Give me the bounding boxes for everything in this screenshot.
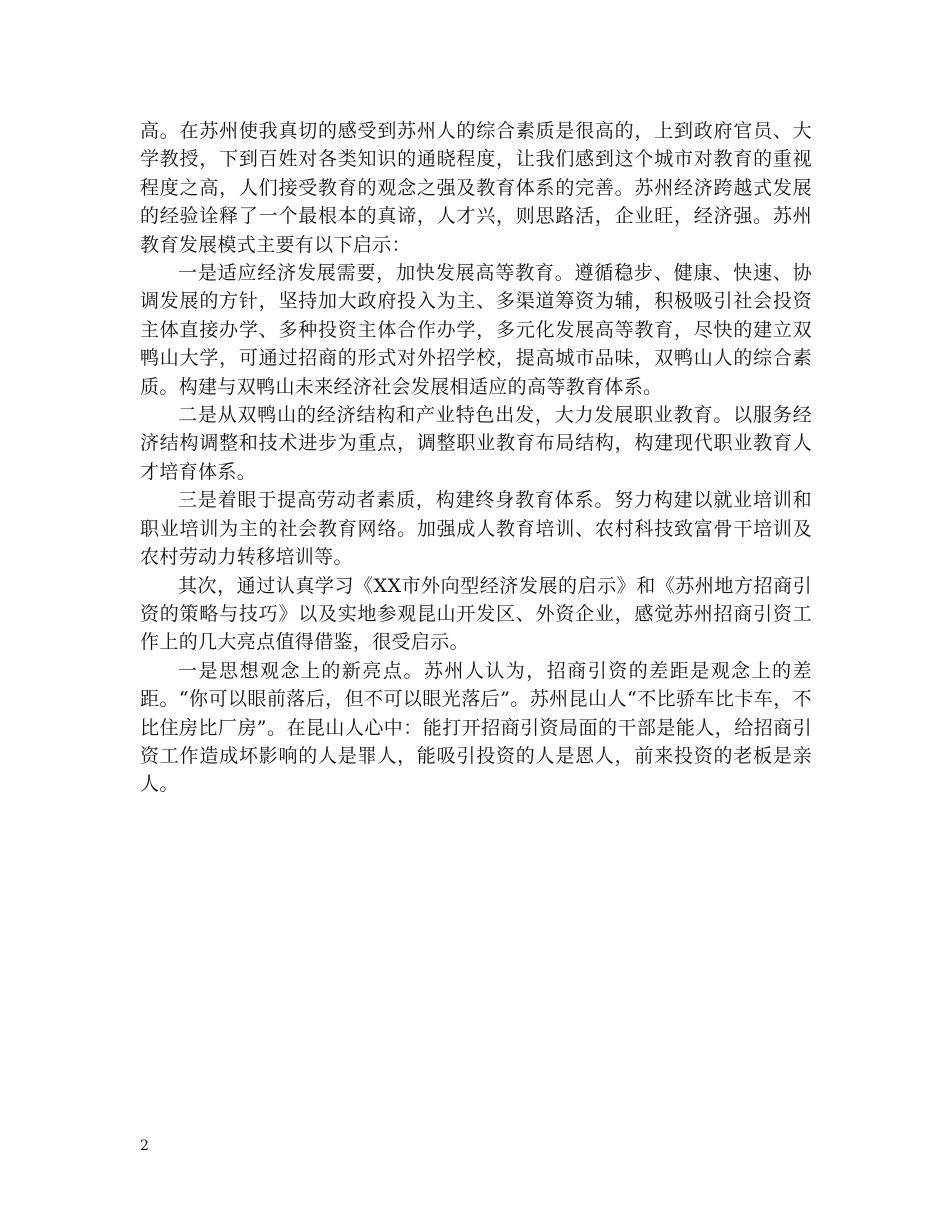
document-body <box>140 117 812 799</box>
paragraph-investment-study: 其次，通过认真学习《XX市外向型经济发展的启示》和《苏州地方招商引资的策略与技巧》以及实地参观昆山开发区、外资企业，感觉苏州招商引资工作上的几大亮点值得借鉴，很受启示。 <box>140 574 812 654</box>
page-number: 2 <box>140 1138 149 1154</box>
paragraph-higher-education: 一是适应经济发展需要，加快发展高等教育。遵循稳步、健康、快速、协调发展的方针，坚持加大政府投入为主、多渠道筹资为辅，积极吸引社会投资主体直接办学、多种投资主体合作办学，多元化发展高等教育，尽快的建立双鸭山大学，可通过招商的形式对外招学校，提高城市品味，双鸭山人的综合素质。构建与双鸭山未来经济社会发展相适应的高等教育体系。 <box>140 262 812 398</box>
paragraph-new-concepts: 一是思想观念上的新亮点。苏州人认为，招商引资的差距是观念上的差距。“你可以眼前落后，但不可以眼光落后”。苏州昆山人“不比骄车比卡车，不比住房比厂房”。在昆山人心中：能打开招商引资局面的干部是能人，给招商引资工作造成坏影响的人是罪人，能吸引投资的人是恩人，前来投资的老板是亲人。 <box>140 659 812 796</box>
paragraph-lifelong-education: 三是着眼于提高劳动者素质，构建终身教育体系。努力构建以就业培训和职业培训为主的社会教育网络。加强成人教育培训、农村科技致富骨干培训及农村劳动力转移培训等。 <box>140 489 812 569</box>
paragraph-continuation: 高。在苏州使我真切的感受到苏州人的综合素质是很高的，上到政府官员、大学教授，下到百姓对各类知识的通晓程度，让我们感到这个城市对教育的重视程度之高，人们接受教育的观念之强及教育体系的完善。苏州经济跨越式发展的经验诠释了一个最根本的真谛，人才兴，则思路活，企业旺，经济强。苏州教育发展模式主要有以下启示： <box>140 120 812 256</box>
paragraph-vocational-education: 二是从双鸭山的经济结构和产业特色出发，大力发展职业教育。以服务经济结构调整和技术进步为重点，调整职业教育布局结构，构建现代职业教育人才培育体系。 <box>140 404 812 483</box>
